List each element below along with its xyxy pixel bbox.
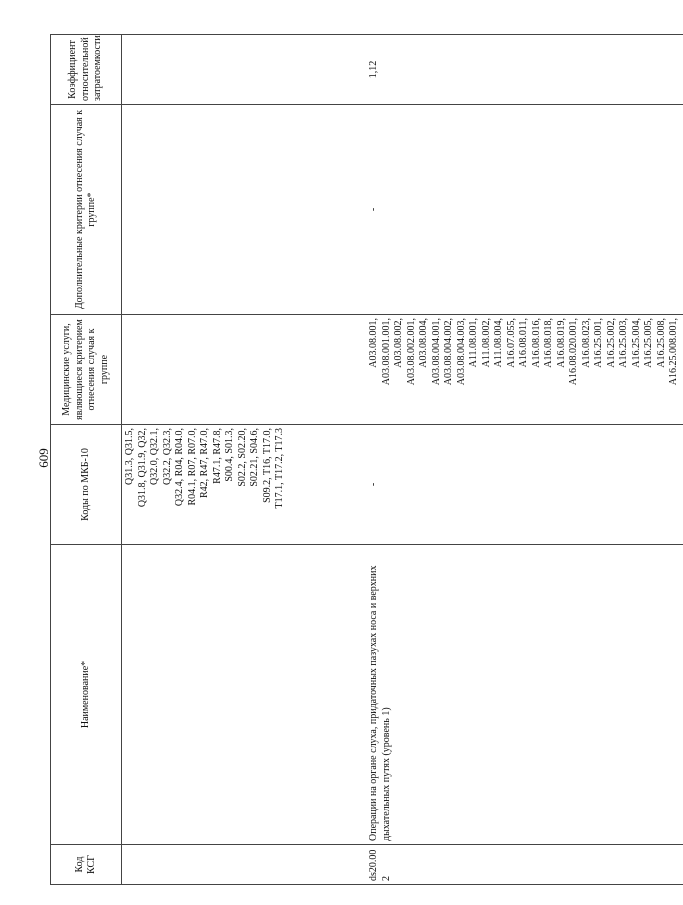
service-code: A03.08.004.001, — [430, 318, 442, 386]
cell-coef: 1,12 — [366, 35, 683, 105]
page-number: 609 — [35, 448, 51, 468]
cell-services — [122, 315, 367, 425]
service-code: A11.08.002, — [480, 318, 492, 368]
service-code: A16.25.008, — [655, 318, 667, 368]
service-code: A16.08.020.001, — [568, 318, 579, 386]
service-code: A16.25.001, — [593, 318, 604, 368]
service-code: A03.08.004, — [418, 318, 429, 368]
cell-mkb: - — [366, 425, 683, 545]
service-code: A03.08.001, — [368, 318, 379, 368]
mkb-code: Q32.2, Q32.3, — [161, 428, 173, 485]
header-criteria: Дополнительные критерии отнесения случая к группе* — [51, 105, 122, 315]
service-code: A03.08.001.001, — [380, 318, 392, 386]
header-services: Медицинские услуги, являющиеся критерием отнесения случая к группе — [51, 315, 122, 425]
service-code: A11.08.001, — [468, 318, 479, 368]
service-code: A03.08.002, — [393, 318, 404, 368]
cell-criteria: - — [366, 105, 683, 315]
rotated-table-container — [50, 35, 679, 885]
table-row — [122, 35, 367, 885]
header-name: Наименование* — [51, 545, 122, 845]
service-code: A16.08.016, — [530, 318, 542, 368]
cell-name — [122, 545, 367, 845]
service-code: A16.25.008.001, — [668, 318, 679, 386]
mkb-code: Q31.3, Q31.5, — [124, 428, 135, 485]
header-row — [51, 35, 122, 885]
service-code: A16.08.019, — [555, 318, 567, 368]
mkb-code-list — [124, 428, 287, 541]
service-code: A03.08.002.001, — [405, 318, 417, 386]
cell-code: ds20.002 — [366, 845, 683, 885]
mkb-code: S09.2, T16, T17.0, — [261, 428, 273, 503]
service-code: A16.08.023, — [580, 318, 592, 368]
mkb-code: R42, R47, R47.0, — [199, 428, 210, 499]
cell-services — [366, 315, 683, 425]
service-code: A03.08.004.002, — [443, 318, 454, 386]
service-code: A16.25.003, — [618, 318, 629, 368]
mkb-code: T17.1, T17.2, T17.3 — [274, 428, 285, 509]
service-code: A16.07.055, — [505, 318, 517, 368]
service-code: A03.08.004.003, — [455, 318, 467, 386]
header-mkb: Коды по МКБ-10 — [51, 425, 122, 545]
mkb-code: S02.21, S04.6, — [249, 428, 260, 487]
mkb-code: Q32.0, Q32.1, — [149, 428, 160, 485]
mkb-code: Q32.4, R04, R04.0, — [174, 428, 185, 507]
service-code: A16.08.011, — [518, 318, 529, 368]
cell-criteria — [122, 105, 367, 315]
cell-code — [122, 845, 367, 885]
cell-mkb — [122, 425, 367, 545]
mkb-code: R47.1, R47.8, — [211, 428, 223, 484]
cell-coef — [122, 35, 367, 105]
mkb-code: S02.2, S02.20, — [236, 428, 248, 487]
service-code: A16.08.018, — [543, 318, 554, 368]
service-code-list — [368, 318, 681, 421]
service-code: A16.25.004, — [630, 318, 642, 368]
service-code: A16.25.005, — [643, 318, 654, 368]
header-coef: Коэффициент относительной затратоемкости — [51, 35, 122, 105]
header-code: Код КСГ — [51, 845, 122, 885]
cell-name: Операции на органе слуха, придаточных пазухах носа и верхних дыхательных путях (уровень 1) — [366, 545, 683, 845]
service-code: A16.25.002, — [605, 318, 617, 368]
table-row — [366, 35, 683, 885]
mkb-code: Q31.8, Q31.9, Q32, — [136, 428, 148, 508]
service-code: A11.08.004, — [493, 318, 504, 368]
mkb-code: S00.4, S01.3, — [224, 428, 235, 482]
ksg-table — [50, 34, 683, 885]
mkb-code: R04.1, R07, R07.0, — [186, 428, 198, 506]
